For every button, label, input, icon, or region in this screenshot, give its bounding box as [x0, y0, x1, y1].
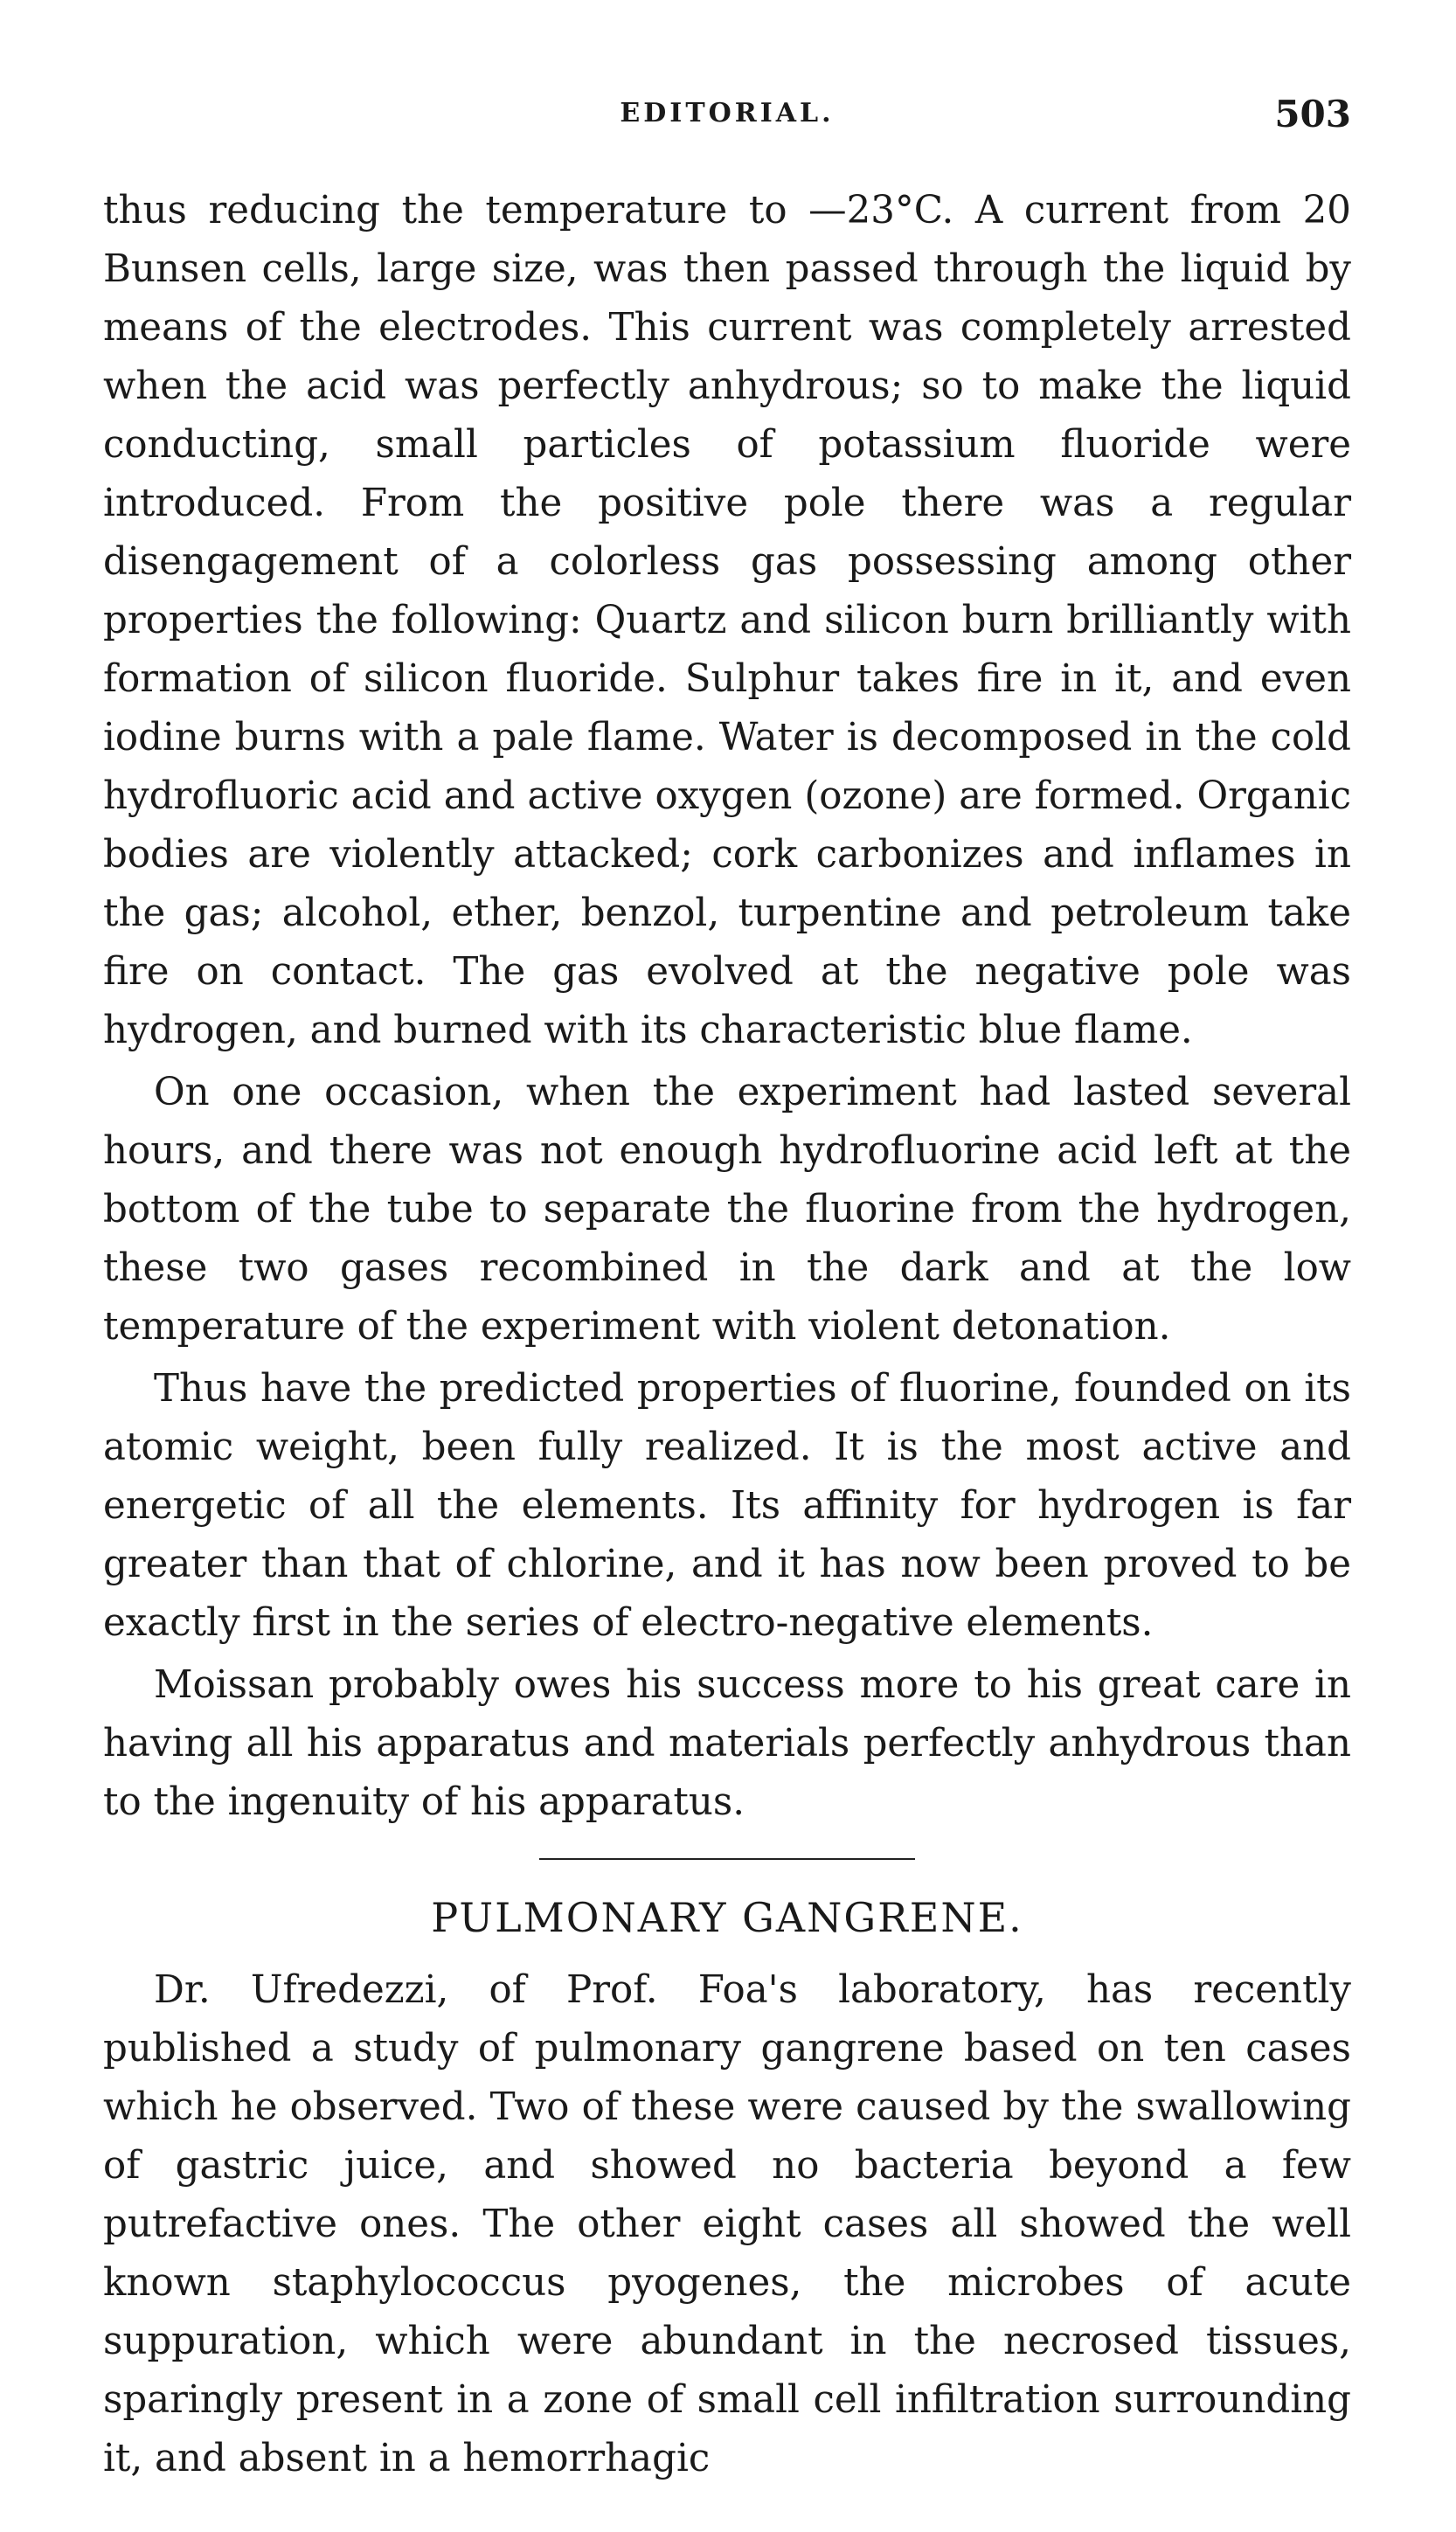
paragraph-pulmonary-gangrene: Dr. Ufredezzi, of Prof. Foa's laboratory, has recently published a study of pulmonary gangrene based on ten cases which he observed. Two of these were caused by the swallowing of gastric juice, and showed no bacteria beyond a few putrefactive ones. The other eight cases all showed the well known staphylococcus pyogenes, the microbes of acute suppuration, which were abundant in the necrosed tissues, sparingly present in a zone of small cell infiltration surrounding it, and absent in a hemorrhagic: [103, 1968, 1351, 2480]
running-title: EDITORIAL.: [620, 98, 835, 128]
paragraph-properties-realized: Thus have the predicted properties of fluorine, founded on its atomic weight, been fully realized. It is the most active and energetic of all the elements. Its affinity for hydrogen is far greater than that of chlorine, and it has now been proved to be exactly first in the series of electro-negative elements.: [103, 1367, 1351, 1645]
section-heading: PULMONARY GANGRENE.: [431, 1894, 1023, 1941]
section-divider: [539, 1858, 915, 1860]
running-head: [103, 87, 1351, 149]
paragraph-moissan-success: Moissan probably owes his success more to his great care in having all his apparatus and materials perfectly anhydrous than to the ingenuity of his apparatus.: [103, 1663, 1351, 1824]
page: [103, 87, 1351, 2492]
paragraph-fluorine-continuation: thus reducing the temperature to —23°C. A current from 20 Bunsen cells, large size, was then passed through the liquid by means of the electrodes. This current was completely arrested when the acid was perfectly anhydrous; so to make the liquid conducting, small particles of potassium fluoride were introduced. From the positive pole there was a regular disengagement of a colorless gas possessing among other properties the following: Quartz and silicon burn brilliantly with formation of silicon fluoride. Sulphur takes fire in it, and even iodine burns with a pale flame. Water is decomposed in the cold hydrofluoric acid and active oxygen (ozone) are formed. Organic bodies are violently attacked; cork carbonizes and inflames in the gas; alcohol, ether, benzol, turpentine and petroleum take fire on contact. The gas evolved at the negative pole was hydrogen, and burned with its characteristic blue flame.: [103, 189, 1351, 1052]
page-number: 503: [1274, 93, 1351, 135]
paragraph-recombination: On one occasion, when the experiment had lasted several hours, and there was not enough hydrofluorine acid left at the bottom of the tube to separate the fluorine from the hydrogen, these two gases recombined in the dark and at the low temperature of the experiment with violent detonation.: [103, 1071, 1351, 1349]
